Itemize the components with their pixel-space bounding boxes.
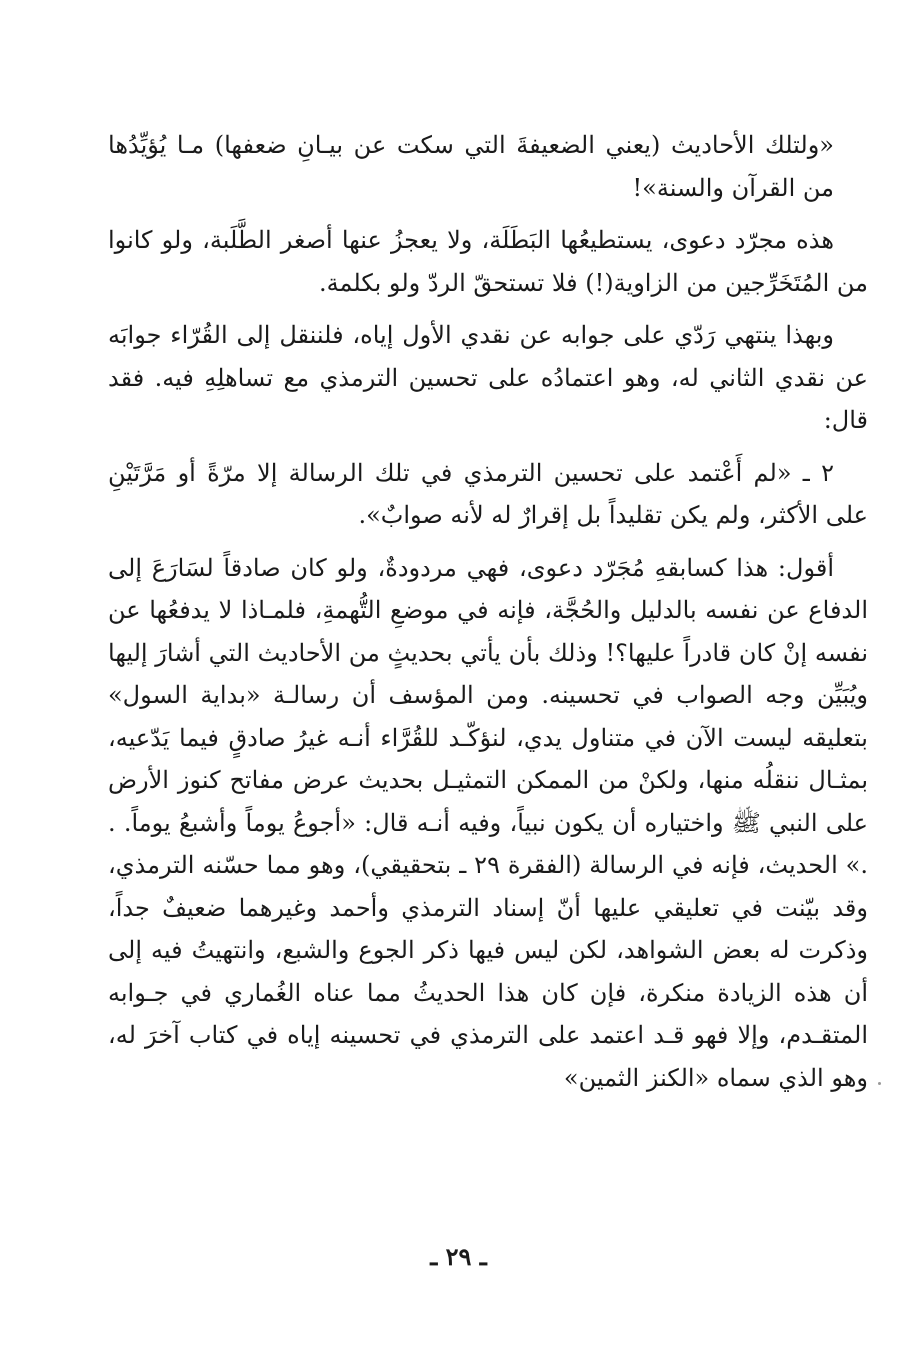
- paragraph-claim-reply: هذه مجرّد دعوى، يستطيعُها البَطَلَة، ولا يعجزُ عنها أصغر الطَّلَبة، ولو كانوا من المُتَخَرِّجين من الزاوية(!) فلا تستحقّ الردّ ولو بكلمة.: [108, 226, 868, 297]
- page-number: ـ ٢٩ ـ: [430, 1242, 487, 1271]
- paragraph-quote-2: ٢ ـ «لم أَعْتمد على تحسين الترمذي في تلك الرسالة إلا مرّةً أو مَرَّتَيْنِ على الأكثر، ولم يكن تقليداً بل إقرارٌ له لأنه صوابٌ».: [108, 458, 868, 529]
- margin-mark: [878, 1082, 881, 1085]
- page-body: [108, 124, 868, 1109]
- paragraph-rebuttal: أقول: هذا كسابقهِ مُجَرّد دعوى، فهي مردودةٌ، ولو كان صادقاً لسَارَعَ إلى الدفاع عن نفسه بالدليل والحُجَّة، فإنه في موضعِ التُّهمةِ، فلمـاذا لا يدفعُها عن نفسه إنْ كان قادراً عليها؟! وذلك بأن يأتي بحديثٍ من الأحاديث التي أشارَ إليها ويُبَيِّن وجه الصواب في تحسينه. ومن المؤسف أن رسالـة «بداية السول» بتعليقه ليست الآن في متناول يدي، لنؤكّـد للقُرَّاء أنـه غيرُ صادقٍ فيما يَدّعيه، بمثـال ننقلُه منها، ولكنْ من الممكن التمثيـل بحديث عرض مفاتح كنوز الأرض على النبي ﷺ واختياره أن يكون نبياً، وفيه أنـه قال: «أجوعُ يوماً وأشبعُ يوماً. . .» الحديث، فإنه في الرسالة (الفقرة ٢٩ ـ بتحقيقي)، وهو مما حسّنه الترمذي، وقد بيّنت في تعليقي عليها أنّ إسناد الترمذي وأحمد وغيرهما ضعيفٌ جداً، وذكرت له بعض الشواهد، لكن ليس فيها ذكر الجوع والشبع، وانتهيتُ فيه إلى أن هذه الزيادة منكرة، فإن كان هذا الحديثُ مما عناه الغُماري في جـوابه المتقـدم، وإلا فهو قـد اعتمد على الترمذي في تحسينه إياه في كتاب آخرَ له، وهو الذي سماه «الكنز الثمين»: [108, 553, 868, 1092]
- paragraph-transition: وبهذا ينتهي رَدّي على جوابه عن نقدي الأول إياه، فلننقل إلى القُرّاء جوابَه عن نقدي الثاني له، وهو اعتمادُه على تحسين الترمذي مع تساهلِهِ فيه. فقد قال:: [108, 321, 868, 434]
- paragraph-quote-1: «ولتلك الأحاديث (يعني الضعيفةَ التي سكت عن بيـانِ ضعفها) مـا يُؤيِّدُها من القرآن والسنة»!: [108, 131, 834, 202]
